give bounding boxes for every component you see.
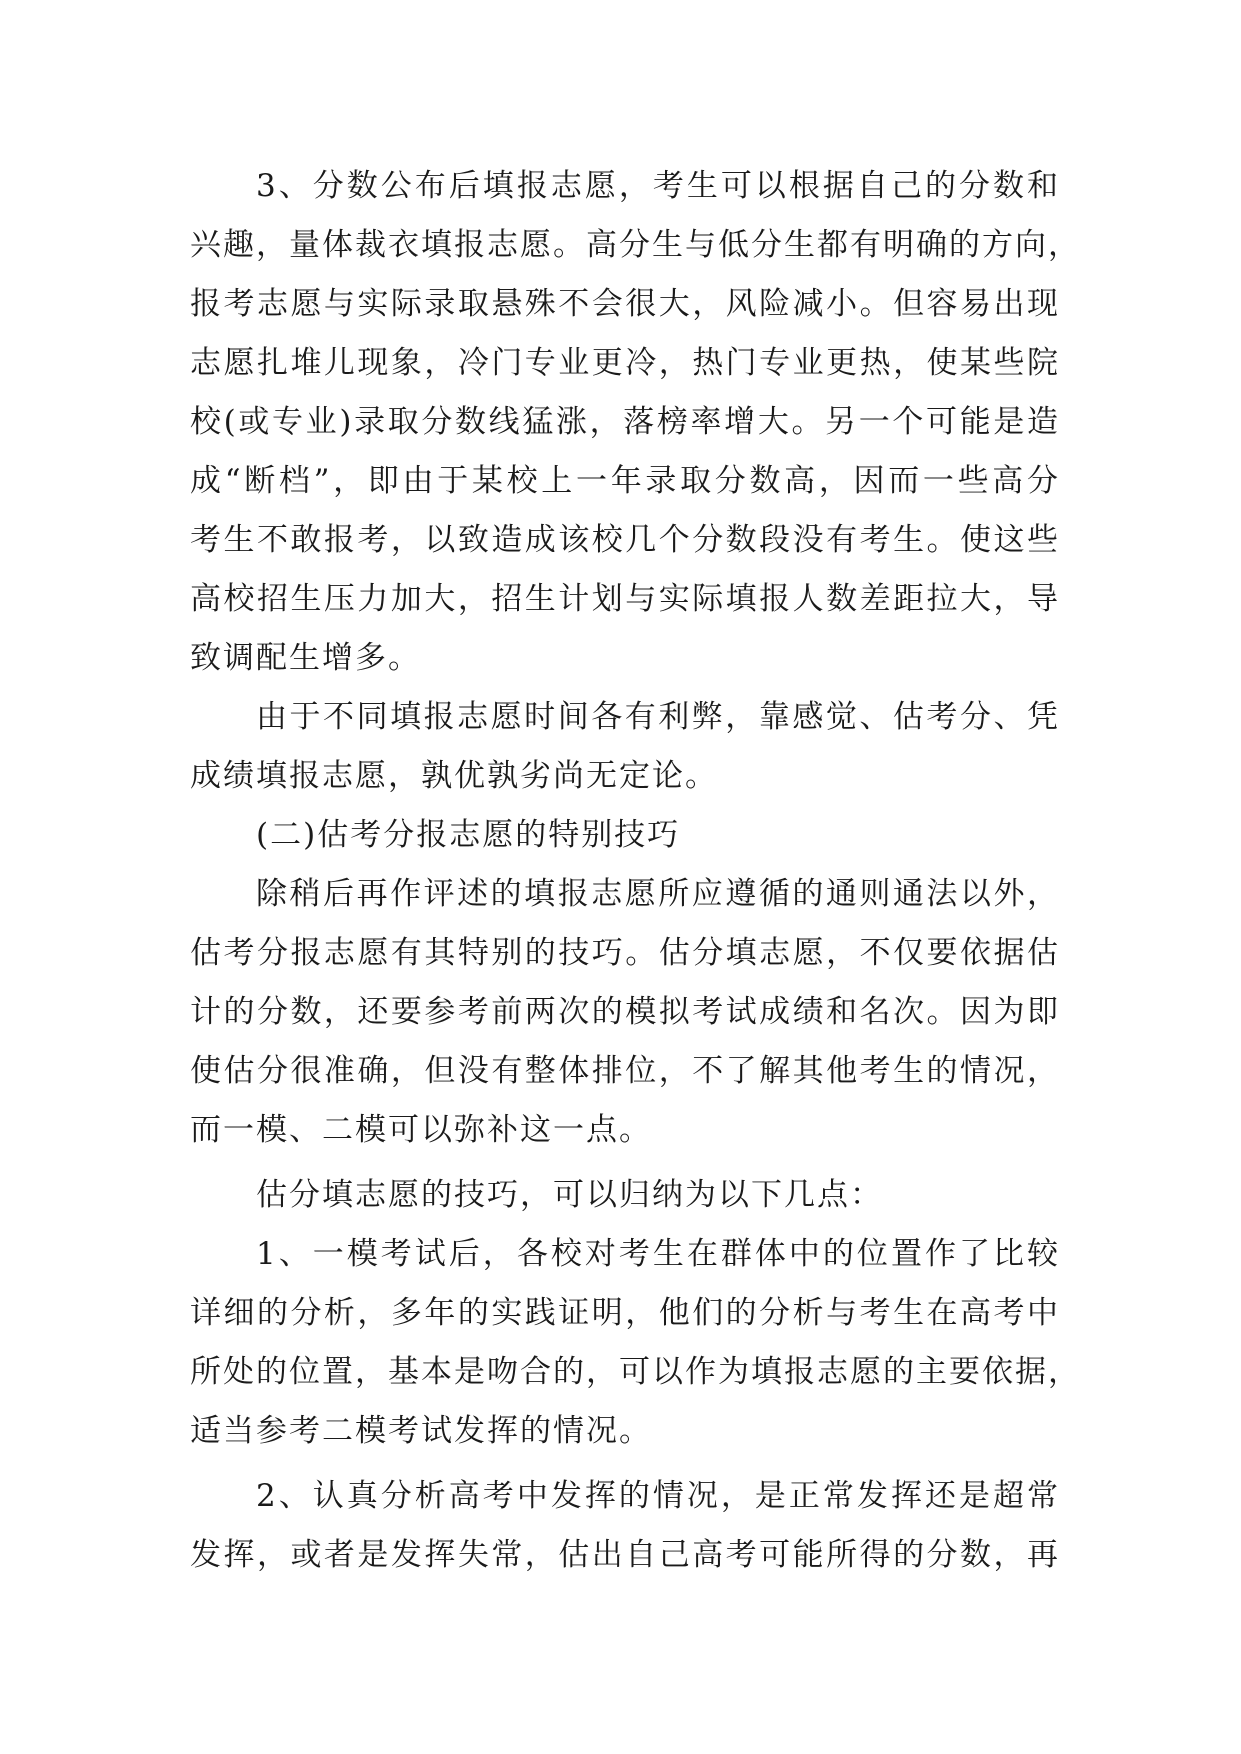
- text-line: 详细的分析，多年的实践证明，他们的分析与考生在高考中: [190, 1295, 1060, 1331]
- paragraph: [190, 865, 1060, 1160]
- text-line: 而一模、二模可以弥补这一点。: [190, 1112, 652, 1148]
- text-line: (二)估考分报志愿的特别技巧: [256, 817, 681, 853]
- paragraph: [190, 1225, 1081, 1461]
- text-line: 校(或专业)录取分数线猛涨，落榜率增大。另一个可能是造: [190, 404, 1060, 440]
- paragraph: [190, 157, 1081, 688]
- text-line: 适当参考二模考试发挥的情况。: [190, 1413, 652, 1449]
- paragraph: [190, 1467, 1060, 1585]
- text-line: 除稍后再作评述的填报志愿所应遵循的通则通法以外，: [256, 876, 1060, 912]
- text-line: 2、认真分析高考中发挥的情况，是正常发挥还是超常: [256, 1478, 1060, 1514]
- text-line: 高校招生压力加大，招生计划与实际填报人数差距拉大，导: [190, 581, 1060, 617]
- text-line: 1、一模考试后，各校对考生在群体中的位置作了比较: [256, 1236, 1060, 1272]
- text-line: 发挥，或者是发挥失常，估出自己高考可能所得的分数，再: [190, 1537, 1060, 1573]
- text-line: 计的分数，还要参考前两次的模拟考试成绩和名次。因为即: [190, 994, 1060, 1030]
- text-line: 兴趣，量体裁衣填报志愿。高分生与低分生都有明确的方向，: [190, 227, 1081, 263]
- paragraph: [190, 1166, 1060, 1225]
- text-line: 估考分报志愿有其特别的技巧。估分填志愿，不仅要依据估: [190, 935, 1060, 971]
- section-heading: [190, 806, 1060, 865]
- text-line: 使估分很准确，但没有整体排位，不了解其他考生的情况，: [190, 1053, 1060, 1089]
- text-line: 成“断档”，即由于某校上一年录取分数高，因而一些高分: [190, 463, 1060, 499]
- text-line: 致调配生增多。: [190, 640, 421, 676]
- text-line: 成绩填报志愿，孰优孰劣尚无定论。: [190, 758, 718, 794]
- text-line: 所处的位置，基本是吻合的，可以作为填报志愿的主要依据，: [190, 1354, 1081, 1390]
- text-line: 考生不敢报考，以致造成该校几个分数段没有考生。使这些: [190, 522, 1060, 558]
- text-line: 由于不同填报志愿时间各有利弊，靠感觉、估考分、凭: [256, 699, 1060, 735]
- text-line: 3、分数公布后填报志愿，考生可以根据自己的分数和: [256, 168, 1060, 204]
- text-line: 志愿扎堆儿现象，冷门专业更冷，热门专业更热，使某些院: [190, 345, 1060, 381]
- body-text: [190, 157, 1081, 1585]
- text-line: 估分填志愿的技巧，可以归纳为以下几点：: [256, 1177, 883, 1213]
- paragraph: [190, 688, 1060, 806]
- text-line: 报考志愿与实际录取悬殊不会很大，风险减小。但容易出现: [190, 286, 1060, 322]
